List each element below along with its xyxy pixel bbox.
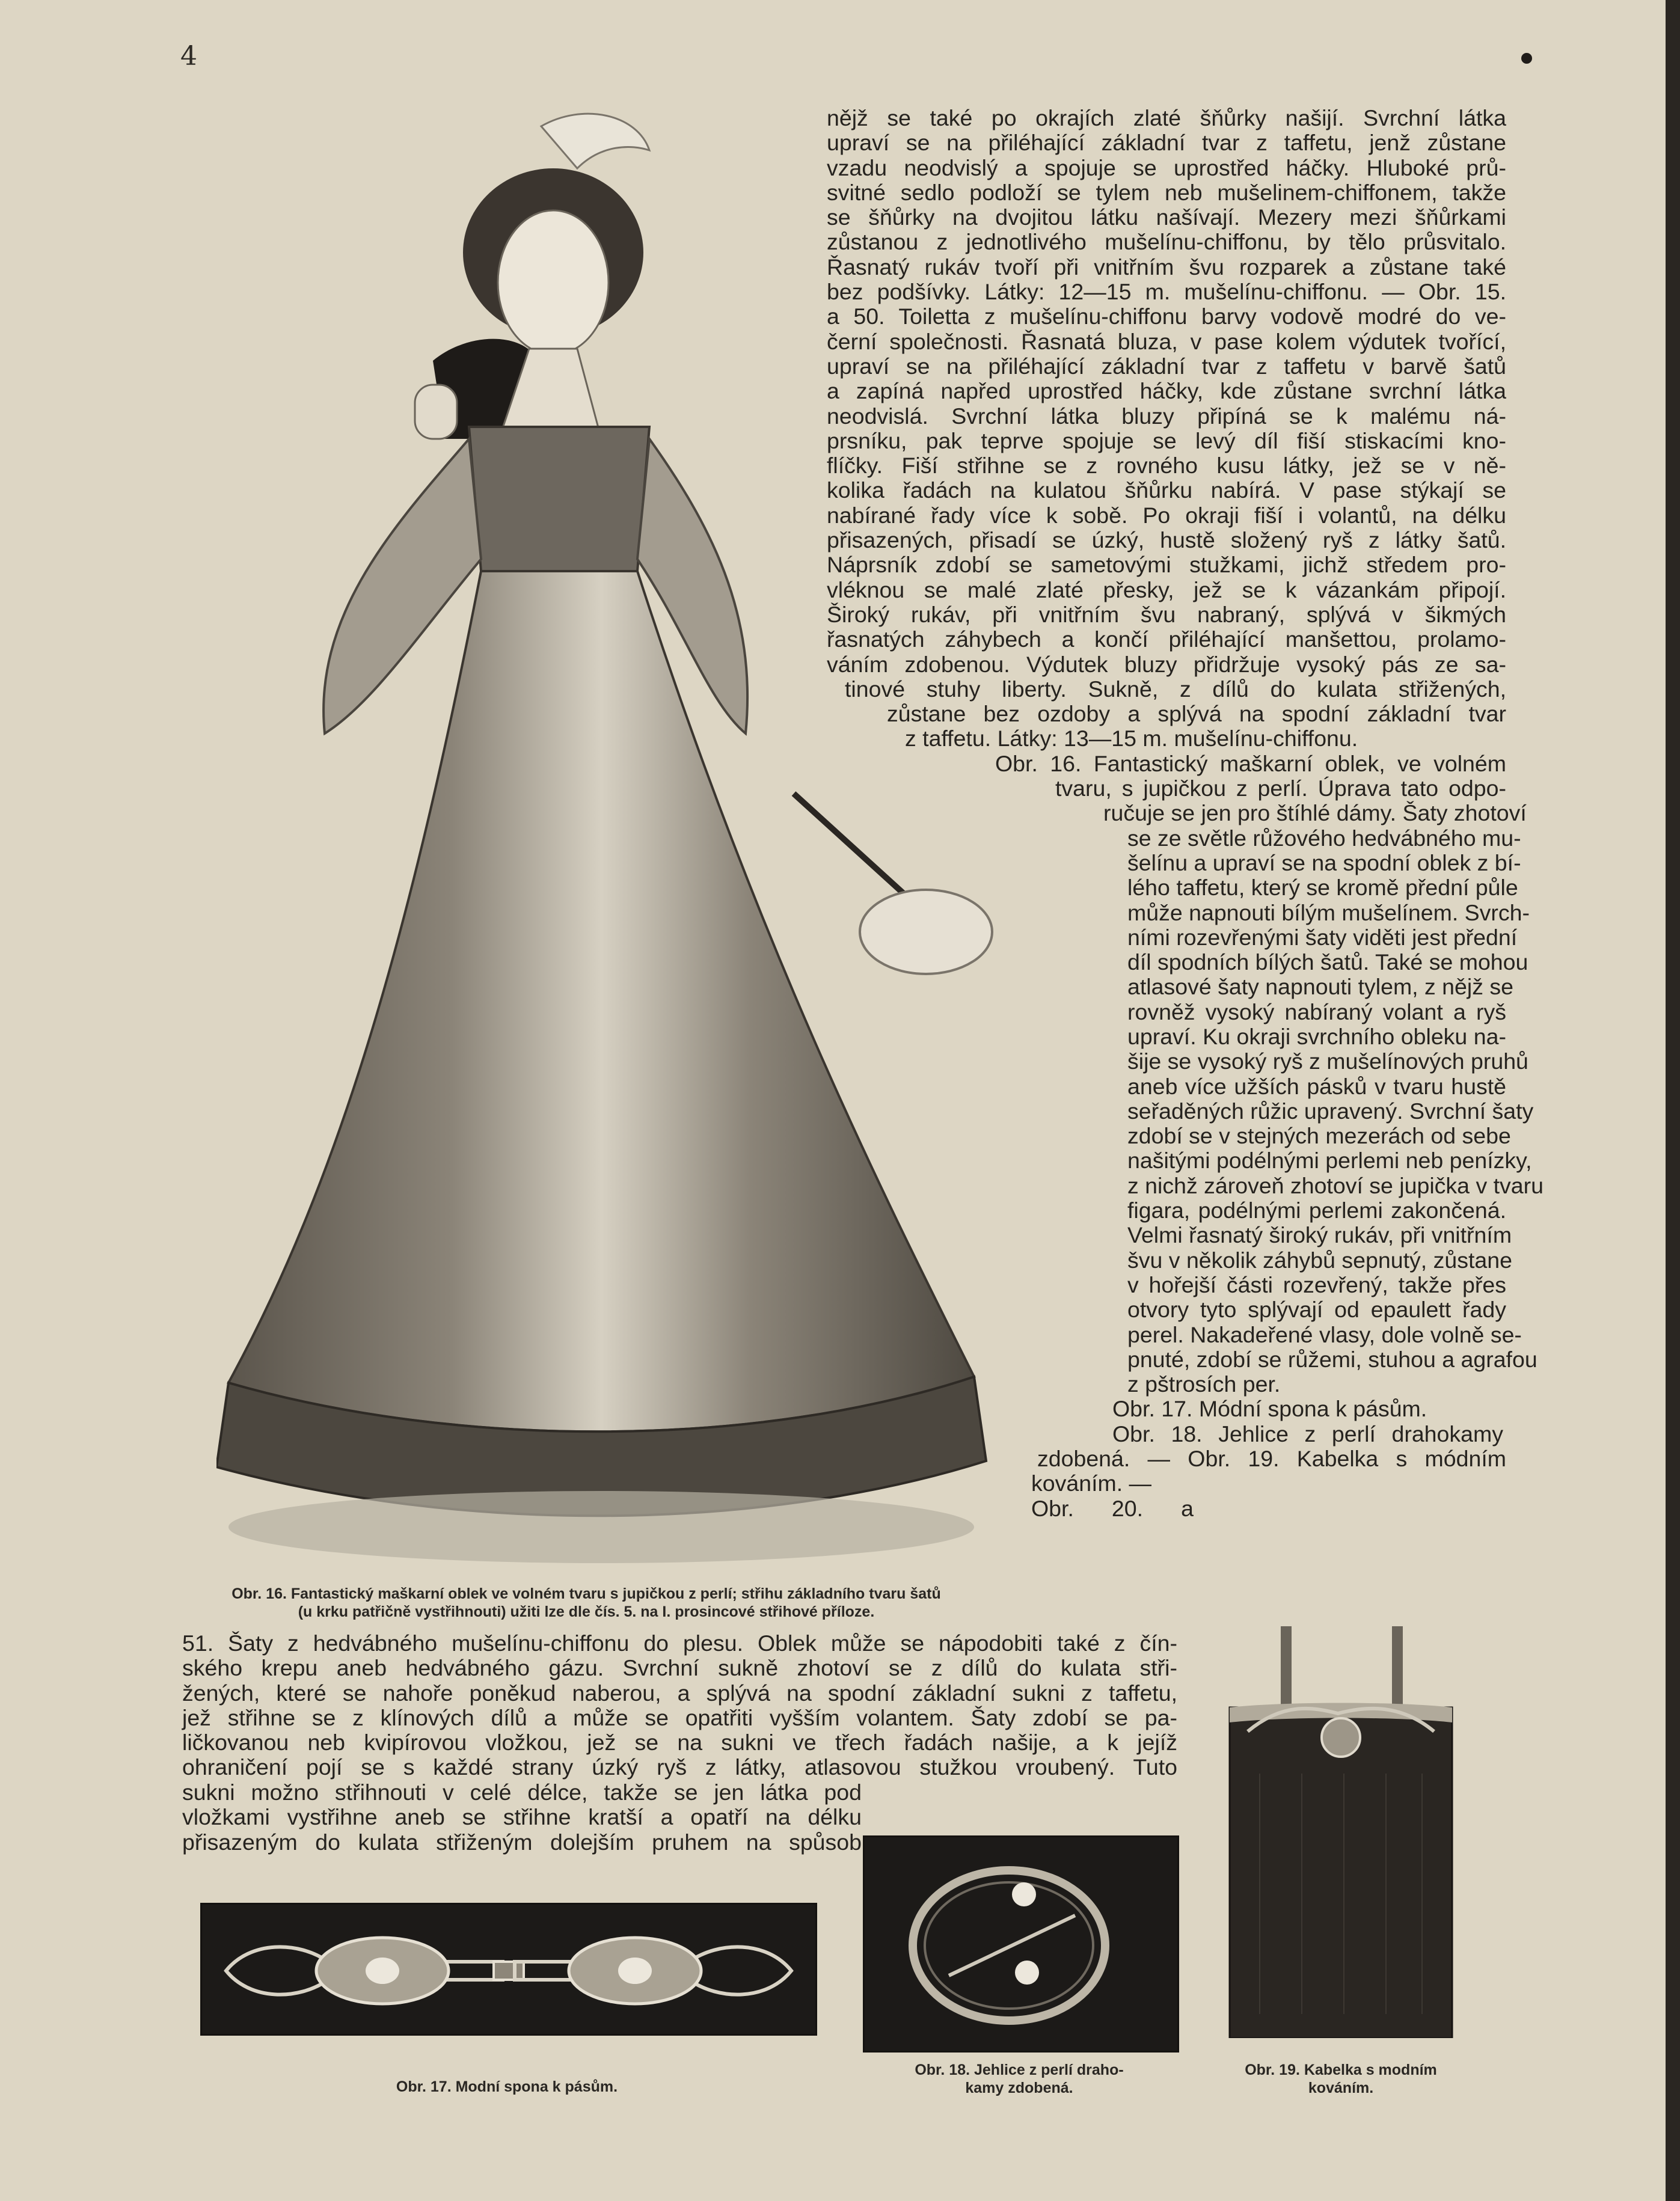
text-line: přisazeným do kulata střiženým dolejším pruhem na spůsob: [182, 1829, 862, 1855]
caption-line: Obr. 19. Kabelka s modním: [1245, 2062, 1437, 2078]
text-line: vložkami vystřihne aneb se střihne kratší a opatří na délku: [182, 1804, 862, 1830]
text-line: díl spodních bílých šatů. Také se mohou: [1127, 949, 1528, 975]
text-line: aneb více užších pásků v tvaru hustě: [1127, 1073, 1506, 1099]
fig19-handbag-photo: [1224, 1617, 1458, 2038]
text-line: lého taffetu, který se kromě přední půle: [1127, 875, 1518, 901]
text-line: bez podšívky. Látky: 12—15 m. mušelínu-chiffonu. — Obr. 15.: [827, 279, 1506, 305]
text-line: se šňůrky na dvojitou látku našívají. Mezery mezi šňůrkami: [827, 204, 1506, 230]
text-line: Široký rukáv, při vnitřním švu nabraný, splývá v šikmých: [827, 601, 1506, 627]
text-line: upraví se na přiléhající základní tvar z taffetu v barvě šatů: [827, 353, 1506, 379]
text-line: perel. Nakadeřené vlasy, dole volně se-: [1127, 1321, 1522, 1347]
caption-line: Obr. 18. Jehlice z perlí draho-: [915, 2062, 1124, 2078]
text-line: Obr. 17. Módní spona k pásům.: [1112, 1396, 1427, 1422]
caption-line: kamy zdobená.: [965, 2080, 1073, 2096]
text-line: jež střihne se z klínových dílů a může se opatřiti vyšším volantem. Šaty zdobí se pa-: [182, 1704, 1177, 1730]
text-line: se ze světle růžového hedvábného mu-: [1127, 825, 1521, 851]
text-line: seřaděných růžic upravený. Svrchní šaty: [1127, 1098, 1534, 1124]
text-line: Obr. 20. a: [1031, 1495, 1194, 1521]
bottom-text-narrow: [182, 1780, 862, 1855]
text-line: švu v několik záhybů sepnutý, zůstane: [1127, 1247, 1512, 1273]
fig18-caption: [872, 2061, 1166, 2097]
text-line: pnuté, zdobí se růžemi, stuhou a agrafou: [1127, 1346, 1537, 1372]
text-line: nabírané řady více k sobě. Po okraji fiší i volantů, na délku: [827, 502, 1506, 528]
text-line: figara, podélnými perlemi zakončená.: [1127, 1198, 1506, 1223]
text-line: nějž se také po okrajích zlaté šňůrky našijí. Svrchní látka: [827, 105, 1506, 130]
text-line: z pštrosích per.: [1127, 1371, 1281, 1397]
text-line: tvaru, s jupičkou z perlí. Úprava tato odpo-: [1055, 776, 1506, 801]
text-line: Obr. 18. Jehlice z perlí drahokamy: [1112, 1421, 1503, 1446]
bottom-text-wide: [182, 1631, 1177, 1780]
fig16-caption: [183, 1585, 989, 1621]
text-line: váním zdobenou. Výdutek bluzy přidržuje vysoký pás ze sa-: [827, 651, 1506, 677]
text-line: a zapíná napřed uprostřed háčky, kde zůstane svrchní látka: [827, 378, 1506, 404]
text-line: Náprsník zdobí se sametovými stužkami, jichž středem pro-: [827, 552, 1506, 578]
text-line: upraví se na přiléhající základní tvar z taffetu, jenž zůstane: [827, 130, 1506, 156]
text-line: Velmi řasnatý široký rukáv, při vnitřním: [1127, 1222, 1512, 1248]
fig17-caption: Obr. 17. Modní spona k pásům.: [396, 2078, 618, 2095]
text-line: kováním. —: [1031, 1471, 1152, 1496]
text-line: vzadu neodvislý a spojuje se uprostřed háčky. Hluboké prů-: [827, 155, 1506, 180]
text-line: atlasové šaty napnouti tylem, z nějž se: [1127, 974, 1514, 1000]
ink-dot: [1521, 53, 1532, 64]
text-line: ského krepu aneb hedvábného gázu. Svrchní sukně zhotoví se z dílů do kulata stři-: [182, 1655, 1177, 1681]
text-line: v hořejší části rozevřený, takže přes: [1127, 1272, 1506, 1297]
text-line: tinové stuhy liberty. Sukně, z dílů do kulata střižených,: [845, 676, 1506, 702]
text-line: z taffetu. Látky: 13—15 m. mušelínu-chiffonu.: [905, 726, 1358, 752]
text-line: otvory tyto splývají od epaulett řady: [1127, 1297, 1506, 1323]
text-line: vléknou se malé zlaté přesky, jež se k vázankám připojí.: [827, 577, 1506, 602]
text-line: může napnouti bílým mušelínem. Svrch-: [1127, 899, 1530, 925]
text-line: zdobí se v stejných mezerách od sebe: [1127, 1123, 1511, 1149]
text-line: ličkovanou neb kvipírovou vložkou, jež se na sukni ve třech řadách našije, a k jejíž: [182, 1730, 1177, 1756]
fig17-belt-buckle-photo: [200, 1903, 817, 2036]
text-line: ními rozevřenými šaty viděti jest přední: [1127, 924, 1518, 950]
page-edge-shadow: [1666, 0, 1680, 2201]
text-line: upraví. Ku okraji svrchního obleku na-: [1127, 1023, 1506, 1049]
text-line: flíčky. Fiší střihne se z rovného kusu látky, jež se v ně-: [827, 453, 1506, 479]
text-line: zůstanou z jednotlivého mušelínu-chiffonu, by tělo průsvitalo.: [827, 229, 1506, 255]
text-line: ohraničení pojí se s každé strany úzký ryš z látky, atlasovou stužkou vroubený. Tuto: [182, 1754, 1177, 1780]
text-line: Obr. 16. Fantastický maškarní oblek, ve volném: [995, 750, 1506, 776]
text-line: rovněž vysoký nabíraný volant a ryš: [1127, 999, 1506, 1024]
text-line: černí společnosti. Řasnatá bluza, v pase kolem výdutek tvořící,: [827, 328, 1506, 354]
text-line: neodvislá. Svrchní látka bluzy připíná se k malému ná-: [827, 403, 1506, 429]
text-line: prsníku, pak teprve spojuje se levý díl fiší stiskacími kno-: [827, 427, 1506, 453]
fig18-hatpin-photo: [863, 1835, 1179, 2053]
text-line: šije se vysoký ryš z mušelínových pruhů: [1127, 1048, 1528, 1074]
belt-buckle-drawing: [202, 1905, 815, 2034]
hatpin-drawing: [865, 1837, 1177, 2051]
text-line: svitné sedlo podloží se tylem neb mušelinem-chiffonem, takže: [827, 179, 1506, 205]
fig19-caption: [1209, 2061, 1473, 2097]
text-line: řasnatých záhybech a končí přiléhající manšettou, prolamo-: [827, 626, 1506, 652]
text-line: Řasnatý rukáv tvoří při vnitřním švu rozparek a zůstane také: [827, 254, 1506, 280]
text-line: sukni možno střihnouti v celé délce, takže se jen látka pod: [182, 1780, 862, 1805]
text-line: kolika řadách na kulatou šňůrku nabírá. V pase stýkají se: [827, 477, 1506, 503]
text-line: ručuje se jen pro štíhlé dámy. Šaty zhotoví: [1103, 800, 1527, 826]
caption-line: kováním.: [1308, 2080, 1374, 2096]
article-text-column: [827, 105, 1544, 1521]
text-line: žených, které se nahoře poněkud naberou, a splývá na spodní základní sukni z taffetu,: [182, 1680, 1177, 1706]
text-line: z nichž zároveň zhotoví se jupička v tvaru: [1127, 1172, 1544, 1198]
page-number: 4: [180, 41, 197, 72]
text-line: přisazených, přisadí se úzký, hustě složený ryš z látky šatů.: [827, 527, 1506, 553]
text-line: zdobená. — Obr. 19. Kabelka s módním: [1037, 1446, 1506, 1472]
text-line: 51. Šaty z hedvábného mušelínu-chiffonu do plesu. Oblek může se nápodobiti také z čín-: [182, 1630, 1177, 1656]
text-line: zůstane bez ozdoby a splývá na spodní základní tvar: [887, 701, 1506, 727]
text-line: šelínu a upraví se na spodní oblek z bí-: [1127, 849, 1521, 875]
text-line: a 50. Toiletta z mušelínu-chiffonu barvy vodově modré do ve-: [827, 304, 1506, 329]
caption-line: (u krku patřičně vystřihnouti) užiti lze dle čís. 5. na I. prosincové střihové příloze.: [298, 1603, 875, 1620]
text-line: našitými podélnými perlemi neb penízky,: [1127, 1148, 1532, 1174]
caption-line: Obr. 16. Fantastický maškarní oblek ve volném tvaru s jupičkou z perlí; střihu základního tvaru šatů: [231, 1585, 941, 1602]
